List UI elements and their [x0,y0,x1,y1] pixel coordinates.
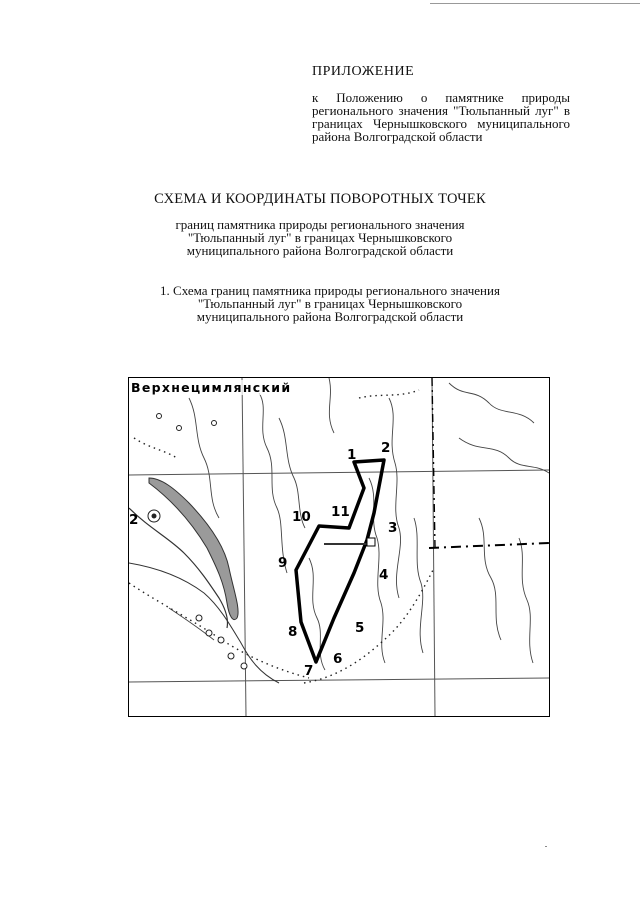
scheme-subtitle [140,218,500,257]
point-label-8: 8 [288,624,298,640]
map-symbols [148,414,247,670]
monument-boundary [296,460,384,662]
stream [129,563,279,683]
page-mark [545,846,547,847]
point-label-10: 10 [292,509,311,525]
scheme-subtitle-line: муниципального района Волгоградской области [186,243,454,258]
top-rule [430,3,640,4]
river-bank [129,508,228,628]
section-title-line: муниципального района Волгоградской области [196,309,464,324]
boundary-hatch-marker [367,538,375,546]
point-label-7: 7 [304,663,314,679]
appendix-reference: к Положению о памятнике природы регионального значения "Тюльпанный луг" в границах Чернышковского муниципального района Волгоградской области [312,90,570,144]
point-label-1: 1 [347,447,357,463]
section-title [120,284,540,323]
point-label-4: 4 [379,567,389,583]
appendix-title: ПРИЛОЖЕНИЕ [312,64,415,79]
map-caption: Верхнецимлянский [131,380,292,395]
dash-dot-boundary [429,543,549,548]
map-edge-label: 2 [129,512,139,528]
point-label-9: 9 [278,555,288,571]
section-title-line: 1. Схема границ памятника природы регионального значения [160,283,500,298]
point-label-5: 5 [355,620,365,636]
point-label-3: 3 [388,520,398,536]
scheme-title: СХЕМА И КООРДИНАТЫ ПОВОРОТНЫХ ТОЧЕК [154,191,486,207]
point-label-6: 6 [333,651,343,667]
boundary-map [128,377,550,717]
point-label-11: 11 [331,504,350,520]
section-title-line: "Тюльпанный луг" в границах Чернышковского [197,296,463,311]
scheme-subtitle-line: границ памятника природы регионального значения [175,217,465,232]
scheme-subtitle-line: "Тюльпанный луг" в границах Чернышковского [187,230,453,245]
point-label-2: 2 [381,440,391,456]
river [149,478,238,620]
